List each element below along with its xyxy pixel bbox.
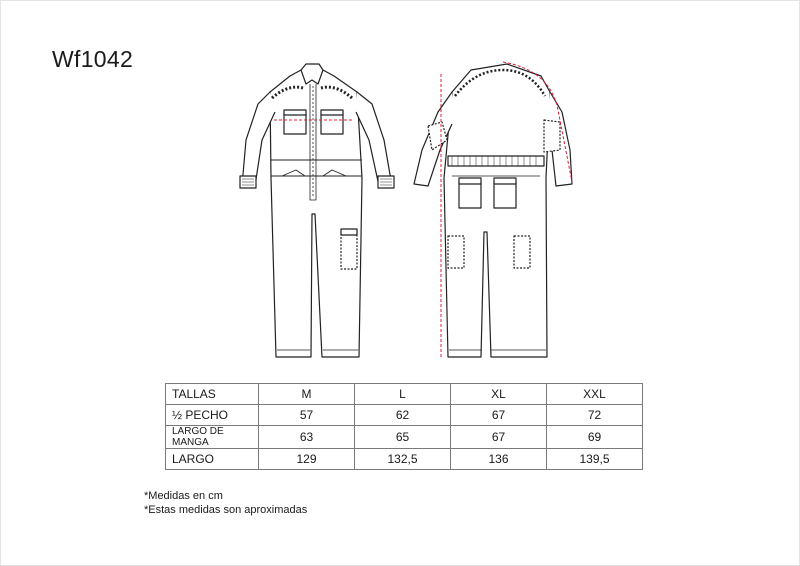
- measurement-notes: [144, 489, 307, 517]
- table-cell: 132,5: [355, 449, 451, 470]
- header-size: XXL: [547, 384, 643, 405]
- table-cell: 136: [451, 449, 547, 470]
- size-chart-table: [165, 383, 643, 470]
- table-row: [166, 426, 643, 449]
- table-cell: 69: [547, 426, 643, 449]
- table-cell: 62: [355, 405, 451, 426]
- table-cell: 63: [259, 426, 355, 449]
- table-cell: 67: [451, 405, 547, 426]
- coverall-back-drawing: [414, 62, 572, 358]
- table-row: [166, 405, 643, 426]
- note-approximate: *Estas medidas son aproximadas: [144, 504, 308, 516]
- table-header-row: [166, 384, 643, 405]
- table-cell: 67: [451, 426, 547, 449]
- header-size: XL: [451, 384, 547, 405]
- row-label: ½ PECHO: [166, 405, 259, 426]
- table-cell: 65: [355, 426, 451, 449]
- note-units: *Medidas en cm: [144, 490, 223, 502]
- table-cell: 129: [259, 449, 355, 470]
- table-cell: 139,5: [547, 449, 643, 470]
- table-cell: 57: [259, 405, 355, 426]
- row-label: LARGO: [166, 449, 259, 470]
- coverall-front-drawing: [240, 64, 394, 357]
- header-size: M: [259, 384, 355, 405]
- row-label: LARGO DE MANGA: [166, 426, 259, 449]
- product-code: Wf1042: [52, 46, 134, 72]
- header-size: L: [355, 384, 451, 405]
- table-row: [166, 449, 643, 470]
- table-cell: 72: [547, 405, 643, 426]
- header-label: TALLAS: [166, 384, 259, 405]
